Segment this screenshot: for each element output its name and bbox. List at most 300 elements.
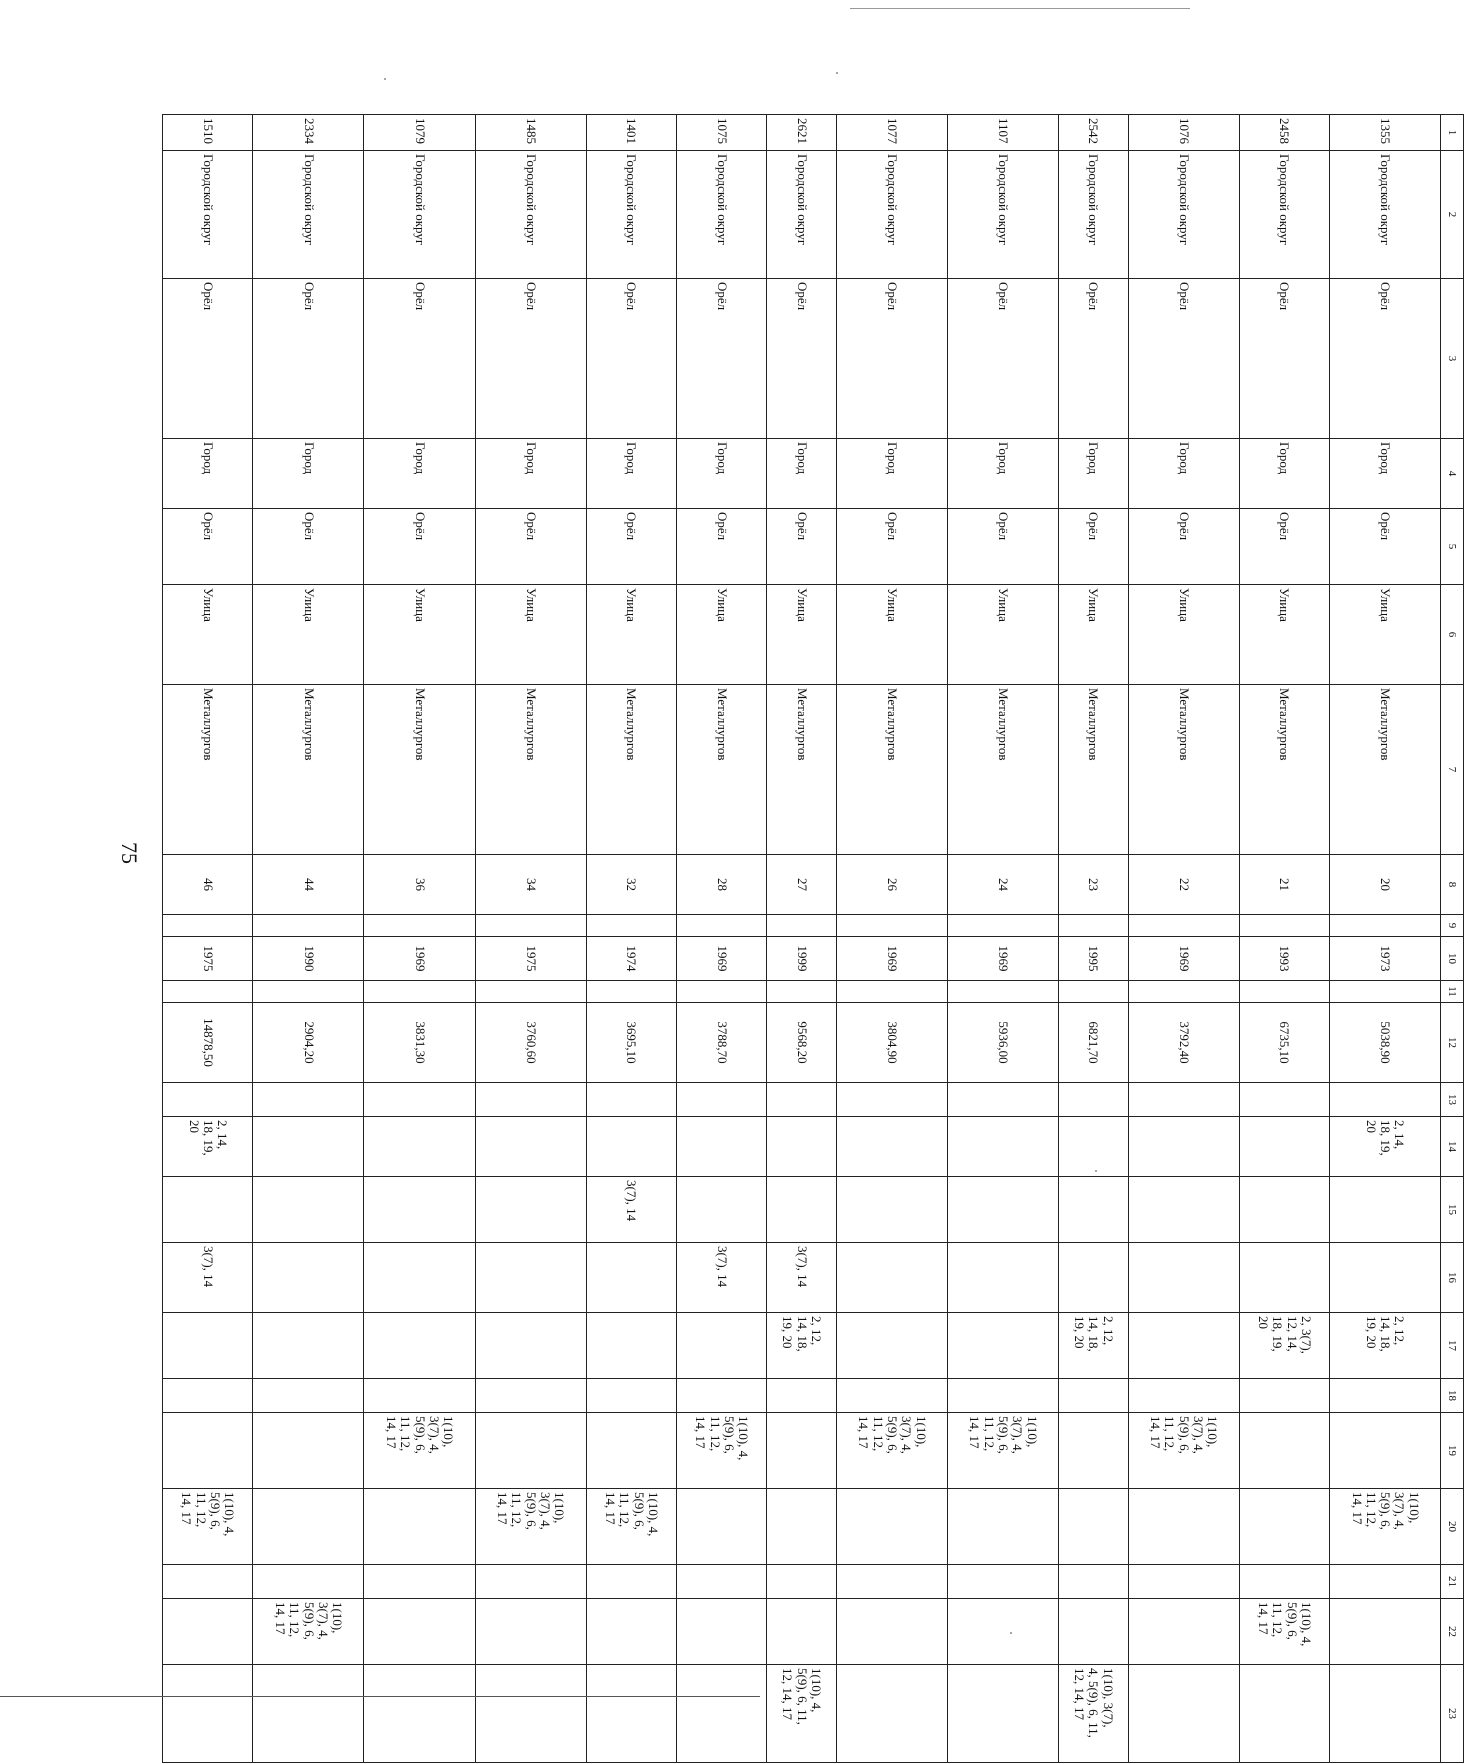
table-cell: 21 xyxy=(1239,855,1329,915)
table-cell xyxy=(253,1243,364,1313)
table-cell: 32 xyxy=(586,855,676,915)
table-row xyxy=(364,115,475,1763)
table-cell: Орёл xyxy=(836,279,947,439)
column-header: 23 xyxy=(1441,1665,1464,1763)
table-cell: Городской округ xyxy=(253,151,364,279)
table-cell xyxy=(676,1117,766,1177)
table-cell: Улица xyxy=(676,585,766,685)
table-cell xyxy=(1128,1313,1239,1379)
table-cell xyxy=(1239,1413,1329,1489)
table-cell xyxy=(253,981,364,1003)
table-cell: Металлургов xyxy=(253,685,364,855)
table-cell xyxy=(1239,1565,1329,1599)
table-cell: 5038,90 xyxy=(1329,1003,1440,1083)
table-cell: Орёл xyxy=(253,279,364,439)
column-header: 21 xyxy=(1441,1565,1464,1599)
column-header: 13 xyxy=(1441,1083,1464,1117)
table-cell: 1(10), 4, 5(9), 6, 11, 12, 14, 17 xyxy=(1239,1599,1329,1665)
table-cell xyxy=(163,1379,253,1413)
table-cell: Улица xyxy=(475,585,586,685)
table-cell: 1510 xyxy=(163,115,253,151)
table-cell xyxy=(1058,981,1128,1003)
table-cell: 1(10), 4, 5(9), 6, 11, 12, 14, 17 xyxy=(586,1489,676,1565)
table-cell xyxy=(836,1565,947,1599)
table-row xyxy=(1128,115,1239,1763)
table-cell xyxy=(947,1313,1058,1379)
column-header: 19 xyxy=(1441,1413,1464,1489)
table-cell: 1076 xyxy=(1128,115,1239,151)
table-cell: 22 xyxy=(1128,855,1239,915)
table-cell xyxy=(767,1413,837,1489)
table-cell: 3695,10 xyxy=(586,1003,676,1083)
table-row xyxy=(1239,115,1329,1763)
table-cell xyxy=(836,1313,947,1379)
table-cell: 1969 xyxy=(836,937,947,981)
column-header: 15 xyxy=(1441,1177,1464,1243)
table-cell xyxy=(475,1413,586,1489)
table-cell xyxy=(253,1177,364,1243)
table-cell xyxy=(1128,1083,1239,1117)
table-cell xyxy=(253,1313,364,1379)
table-cell xyxy=(767,1599,837,1665)
table-cell xyxy=(1128,1565,1239,1599)
table-cell xyxy=(1128,915,1239,937)
table-cell xyxy=(1329,1083,1440,1117)
table-cell xyxy=(1329,981,1440,1003)
table-cell xyxy=(1128,1599,1239,1665)
table-cell: 3(7), 14 xyxy=(586,1177,676,1243)
table-cell xyxy=(1329,1565,1440,1599)
table-cell xyxy=(586,1565,676,1599)
table-cell xyxy=(163,1599,253,1665)
table-cell: Городской округ xyxy=(364,151,475,279)
table-cell xyxy=(767,1489,837,1565)
table-cell: 1(10), 4, 5(9), 6, 11, 12, 14, 17 xyxy=(163,1489,253,1565)
table-cell xyxy=(676,915,766,937)
table-cell: Улица xyxy=(1239,585,1329,685)
table-cell xyxy=(163,915,253,937)
table-cell xyxy=(586,1243,676,1313)
table-cell xyxy=(253,1083,364,1117)
table-cell: 1077 xyxy=(836,115,947,151)
table-cell: Металлургов xyxy=(475,685,586,855)
table-cell xyxy=(475,1243,586,1313)
table-cell: Орёл xyxy=(1128,279,1239,439)
table-cell: Улица xyxy=(836,585,947,685)
table-cell: Орёл xyxy=(767,509,837,585)
column-header: 1 xyxy=(1441,115,1464,151)
table-cell xyxy=(767,981,837,1003)
column-header: 6 xyxy=(1441,585,1464,685)
table-cell: 3792,40 xyxy=(1128,1003,1239,1083)
table-cell xyxy=(1058,1489,1128,1565)
table-cell xyxy=(586,1665,676,1763)
table-cell xyxy=(253,1489,364,1565)
table-cell: 36 xyxy=(364,855,475,915)
table-cell: Улица xyxy=(253,585,364,685)
table-cell xyxy=(586,981,676,1003)
table-cell xyxy=(836,1117,947,1177)
table-cell: Улица xyxy=(767,585,837,685)
table-cell xyxy=(475,1117,586,1177)
table-cell: Металлургов xyxy=(676,685,766,855)
table-cell xyxy=(947,1489,1058,1565)
table-cell: 2, 12, 14, 18, 19, 20 xyxy=(1329,1313,1440,1379)
table-cell xyxy=(1239,1665,1329,1763)
table-cell: 3(7), 14 xyxy=(163,1243,253,1313)
table-cell: 3(7), 14 xyxy=(676,1243,766,1313)
table-cell xyxy=(1058,1599,1128,1665)
table-cell: Город xyxy=(163,439,253,509)
table-cell: 1(10), 4, 5(9), 6, 11, 12, 14, 17 xyxy=(676,1413,766,1489)
table-cell xyxy=(475,981,586,1003)
table-cell: Улица xyxy=(947,585,1058,685)
table-cell xyxy=(253,1379,364,1413)
column-header: 17 xyxy=(1441,1313,1464,1379)
table-cell xyxy=(836,1243,947,1313)
table-cell xyxy=(586,915,676,937)
table-cell: Улица xyxy=(586,585,676,685)
table-cell: 2458 xyxy=(1239,115,1329,151)
table-cell xyxy=(364,1083,475,1117)
table-cell: 20 xyxy=(1329,855,1440,915)
table-cell: Металлургов xyxy=(1329,685,1440,855)
table-cell xyxy=(1239,1083,1329,1117)
column-header: 20 xyxy=(1441,1489,1464,1565)
table-cell xyxy=(364,915,475,937)
table-cell xyxy=(836,1489,947,1565)
column-header: 3 xyxy=(1441,279,1464,439)
table-cell: 1(10), 3(7), 4, 5(9), 6, 11, 12, 14, 17 xyxy=(1128,1413,1239,1489)
table-cell xyxy=(767,1379,837,1413)
table-cell: Улица xyxy=(1058,585,1128,685)
table-cell: Город xyxy=(1329,439,1440,509)
table-cell: 14878,50 xyxy=(163,1003,253,1083)
table-cell: 1(10), 3(7), 4, 5(9), 6, 11, 12, 14, 17 xyxy=(253,1599,364,1665)
table-cell: Город xyxy=(253,439,364,509)
table-cell xyxy=(836,981,947,1003)
column-header: 14 xyxy=(1441,1117,1464,1177)
column-header: 8 xyxy=(1441,855,1464,915)
table-cell xyxy=(1058,1379,1128,1413)
table-cell: 1075 xyxy=(676,115,766,151)
table-cell: Город xyxy=(364,439,475,509)
table-row xyxy=(253,115,364,1763)
table-cell xyxy=(947,1083,1058,1117)
table-cell xyxy=(586,1083,676,1117)
table-cell xyxy=(364,1117,475,1177)
table-cell xyxy=(1239,1489,1329,1565)
table-cell xyxy=(947,1177,1058,1243)
table-cell: 2, 14, 18, 19, 20 xyxy=(163,1117,253,1177)
table-cell: Орёл xyxy=(163,509,253,585)
table-cell: Металлургов xyxy=(836,685,947,855)
table-cell: Улица xyxy=(364,585,475,685)
table-cell xyxy=(676,1489,766,1565)
table-cell xyxy=(253,915,364,937)
table-cell xyxy=(163,1565,253,1599)
table-cell: Городской округ xyxy=(1329,151,1440,279)
table-row xyxy=(676,115,766,1763)
column-header: 4 xyxy=(1441,439,1464,509)
table-cell: Орёл xyxy=(364,509,475,585)
column-header: 9 xyxy=(1441,915,1464,937)
table-cell: 1401 xyxy=(586,115,676,151)
table-cell: 3788,70 xyxy=(676,1003,766,1083)
data-table xyxy=(162,114,1464,1763)
table-cell xyxy=(767,1083,837,1117)
table-cell xyxy=(676,1313,766,1379)
scan-speck xyxy=(384,78,386,80)
table-cell: Город xyxy=(947,439,1058,509)
table-cell xyxy=(1058,1117,1128,1177)
table-cell xyxy=(475,1565,586,1599)
table-cell xyxy=(1329,1177,1440,1243)
table-cell xyxy=(163,1083,253,1117)
table-cell: Орёл xyxy=(1239,279,1329,439)
scan-edge-line xyxy=(0,1696,760,1697)
table-cell xyxy=(364,1599,475,1665)
table-header-row xyxy=(1441,115,1464,1763)
table-cell xyxy=(1128,1117,1239,1177)
table-cell xyxy=(253,1413,364,1489)
table-cell xyxy=(836,1083,947,1117)
table-cell: 1973 xyxy=(1329,937,1440,981)
table-cell xyxy=(163,1665,253,1763)
table-cell xyxy=(364,981,475,1003)
table-cell: 3(7), 14 xyxy=(767,1243,837,1313)
table-cell: 26 xyxy=(836,855,947,915)
table-cell: Городской округ xyxy=(586,151,676,279)
table-cell xyxy=(1329,1413,1440,1489)
column-header: 5 xyxy=(1441,509,1464,585)
table-cell: Орёл xyxy=(364,279,475,439)
table-cell: 1(10), 3(7), 4, 5(9), 6, 11, 12, 14, 17 xyxy=(947,1413,1058,1489)
table-cell: Городской округ xyxy=(836,151,947,279)
scan-speck xyxy=(1095,1170,1097,1172)
table-cell xyxy=(676,1177,766,1243)
table-cell: 2542 xyxy=(1058,115,1128,151)
table-cell: Орёл xyxy=(1128,509,1239,585)
table-cell: 1975 xyxy=(163,937,253,981)
table-cell: 1999 xyxy=(767,937,837,981)
table-cell xyxy=(1329,1599,1440,1665)
table-cell xyxy=(364,1489,475,1565)
table-cell: Улица xyxy=(1329,585,1440,685)
table-cell xyxy=(767,1117,837,1177)
table-cell: Орёл xyxy=(947,279,1058,439)
table-cell: Город xyxy=(1239,439,1329,509)
table-cell: 3760,60 xyxy=(475,1003,586,1083)
table-cell xyxy=(836,1177,947,1243)
table-cell: 1079 xyxy=(364,115,475,151)
table-cell: 44 xyxy=(253,855,364,915)
table-cell: Улица xyxy=(1128,585,1239,685)
table-cell xyxy=(586,1379,676,1413)
table-cell: Город xyxy=(475,439,586,509)
table-cell: Городской округ xyxy=(1128,151,1239,279)
table-cell xyxy=(1128,1489,1239,1565)
table-cell: 27 xyxy=(767,855,837,915)
table-cell xyxy=(1058,1243,1128,1313)
table-cell: 1(10), 3(7), 4, 5(9), 6, 11, 12, 14, 17 xyxy=(836,1413,947,1489)
table-cell xyxy=(947,1599,1058,1665)
table-cell xyxy=(836,1379,947,1413)
table-cell: Городской округ xyxy=(676,151,766,279)
table-cell xyxy=(163,981,253,1003)
table-cell: 1(10), 3(7), 4, 5(9), 6, 11, 12, 14, 17 xyxy=(1058,1665,1128,1763)
page-number: 75 xyxy=(117,842,142,864)
table-cell: Городской округ xyxy=(1239,151,1329,279)
table-cell xyxy=(947,1243,1058,1313)
column-header: 22 xyxy=(1441,1599,1464,1665)
table-cell: 24 xyxy=(947,855,1058,915)
table-cell xyxy=(475,1177,586,1243)
table-cell: 2621 xyxy=(767,115,837,151)
table-cell xyxy=(475,1599,586,1665)
table-cell xyxy=(364,1665,475,1763)
table-cell xyxy=(1329,915,1440,937)
column-header: 18 xyxy=(1441,1379,1464,1413)
table-cell xyxy=(1058,1177,1128,1243)
table-cell xyxy=(586,1599,676,1665)
table-cell: 46 xyxy=(163,855,253,915)
table-cell xyxy=(947,981,1058,1003)
table-cell: Город xyxy=(1128,439,1239,509)
table-cell: 1107 xyxy=(947,115,1058,151)
table-row xyxy=(475,115,586,1763)
table-cell: Металлургов xyxy=(1128,685,1239,855)
table-cell: Орёл xyxy=(1058,279,1128,439)
table-cell: 2904,20 xyxy=(253,1003,364,1083)
table-row xyxy=(836,115,947,1763)
table-cell: Город xyxy=(586,439,676,509)
table-cell: 1(10), 3(7), 4, 5(9), 6, 11, 12, 14, 17 xyxy=(364,1413,475,1489)
table-cell: 1969 xyxy=(676,937,766,981)
table-cell xyxy=(163,1313,253,1379)
table-cell: 1995 xyxy=(1058,937,1128,981)
table-cell xyxy=(475,1665,586,1763)
table-cell xyxy=(1128,1379,1239,1413)
table-cell: Орёл xyxy=(586,279,676,439)
table-cell: 2, 12, 14, 18, 19, 20 xyxy=(767,1313,837,1379)
table-cell xyxy=(836,1665,947,1763)
table-cell xyxy=(475,915,586,937)
table-cell: 1969 xyxy=(947,937,1058,981)
table-cell: Металлургов xyxy=(1058,685,1128,855)
table-cell xyxy=(676,1599,766,1665)
table-cell: 1(10), 3(7), 4, 5(9), 6, 11, 12, 14, 17 xyxy=(475,1489,586,1565)
table-cell xyxy=(1239,1379,1329,1413)
table-cell xyxy=(475,1379,586,1413)
table-cell: 1355 xyxy=(1329,115,1440,151)
table-cell xyxy=(586,1117,676,1177)
table-cell xyxy=(253,1565,364,1599)
table-cell: 1485 xyxy=(475,115,586,151)
table-cell xyxy=(1058,1413,1128,1489)
table-cell: 28 xyxy=(676,855,766,915)
table-cell: 3804,90 xyxy=(836,1003,947,1083)
table-cell xyxy=(947,1379,1058,1413)
table-cell: Городской округ xyxy=(767,151,837,279)
table-cell: Орёл xyxy=(836,509,947,585)
table-cell: Город xyxy=(1058,439,1128,509)
table-cell: Металлургов xyxy=(364,685,475,855)
table-cell: Орёл xyxy=(586,509,676,585)
table-cell: 2334 xyxy=(253,115,364,151)
table-cell: 2, 14, 18, 19, 20 xyxy=(1329,1117,1440,1177)
table-cell: 3831,30 xyxy=(364,1003,475,1083)
table-row xyxy=(586,115,676,1763)
table-cell xyxy=(1329,1665,1440,1763)
table-cell: 1969 xyxy=(1128,937,1239,981)
table-cell: 5936,00 xyxy=(947,1003,1058,1083)
table-cell xyxy=(1239,1243,1329,1313)
table-cell xyxy=(836,915,947,937)
table-cell xyxy=(676,1379,766,1413)
table-cell: 1969 xyxy=(364,937,475,981)
table-cell xyxy=(1128,981,1239,1003)
table-cell: Орёл xyxy=(767,279,837,439)
table-cell xyxy=(1329,1243,1440,1313)
table-cell xyxy=(1239,1177,1329,1243)
table-cell xyxy=(1128,1177,1239,1243)
column-header: 12 xyxy=(1441,1003,1464,1083)
table-cell xyxy=(364,1379,475,1413)
table-cell: Металлургов xyxy=(947,685,1058,855)
table-cell xyxy=(947,1117,1058,1177)
column-header: 16 xyxy=(1441,1243,1464,1313)
table-cell xyxy=(676,1665,766,1763)
table-cell xyxy=(947,1565,1058,1599)
table-cell xyxy=(1128,1243,1239,1313)
table-cell: 2, 3(7), 12, 14, 18, 19, 20 xyxy=(1239,1313,1329,1379)
table-row xyxy=(1329,115,1440,1763)
table-cell: Орёл xyxy=(1329,279,1440,439)
table-cell: Орёл xyxy=(947,509,1058,585)
table-cell xyxy=(586,1413,676,1489)
table-cell: 1975 xyxy=(475,937,586,981)
table-cell: Металлургов xyxy=(163,685,253,855)
table-cell: 1974 xyxy=(586,937,676,981)
table-cell xyxy=(767,1177,837,1243)
table-cell xyxy=(1239,981,1329,1003)
table-cell: 6821,70 xyxy=(1058,1003,1128,1083)
table-cell xyxy=(475,1083,586,1117)
scan-edge-line xyxy=(850,8,1190,9)
table-cell xyxy=(1239,915,1329,937)
table-cell: Городской округ xyxy=(163,151,253,279)
table-cell: 34 xyxy=(475,855,586,915)
table-row xyxy=(947,115,1058,1763)
table-cell xyxy=(163,1413,253,1489)
table-cell xyxy=(836,1599,947,1665)
table-cell xyxy=(253,1117,364,1177)
table-cell: 1993 xyxy=(1239,937,1329,981)
table-cell xyxy=(1128,1665,1239,1763)
scan-speck xyxy=(1010,1632,1012,1634)
table-cell: Город xyxy=(676,439,766,509)
table-cell xyxy=(364,1177,475,1243)
table-cell: 2, 12, 14, 18, 19, 20 xyxy=(1058,1313,1128,1379)
data-table-wrapper xyxy=(162,114,1464,1738)
table-cell xyxy=(364,1313,475,1379)
table-cell xyxy=(253,1665,364,1763)
table-cell: 9568,20 xyxy=(767,1003,837,1083)
table-cell: Город xyxy=(836,439,947,509)
column-header: 2 xyxy=(1441,151,1464,279)
table-cell: Городской округ xyxy=(947,151,1058,279)
